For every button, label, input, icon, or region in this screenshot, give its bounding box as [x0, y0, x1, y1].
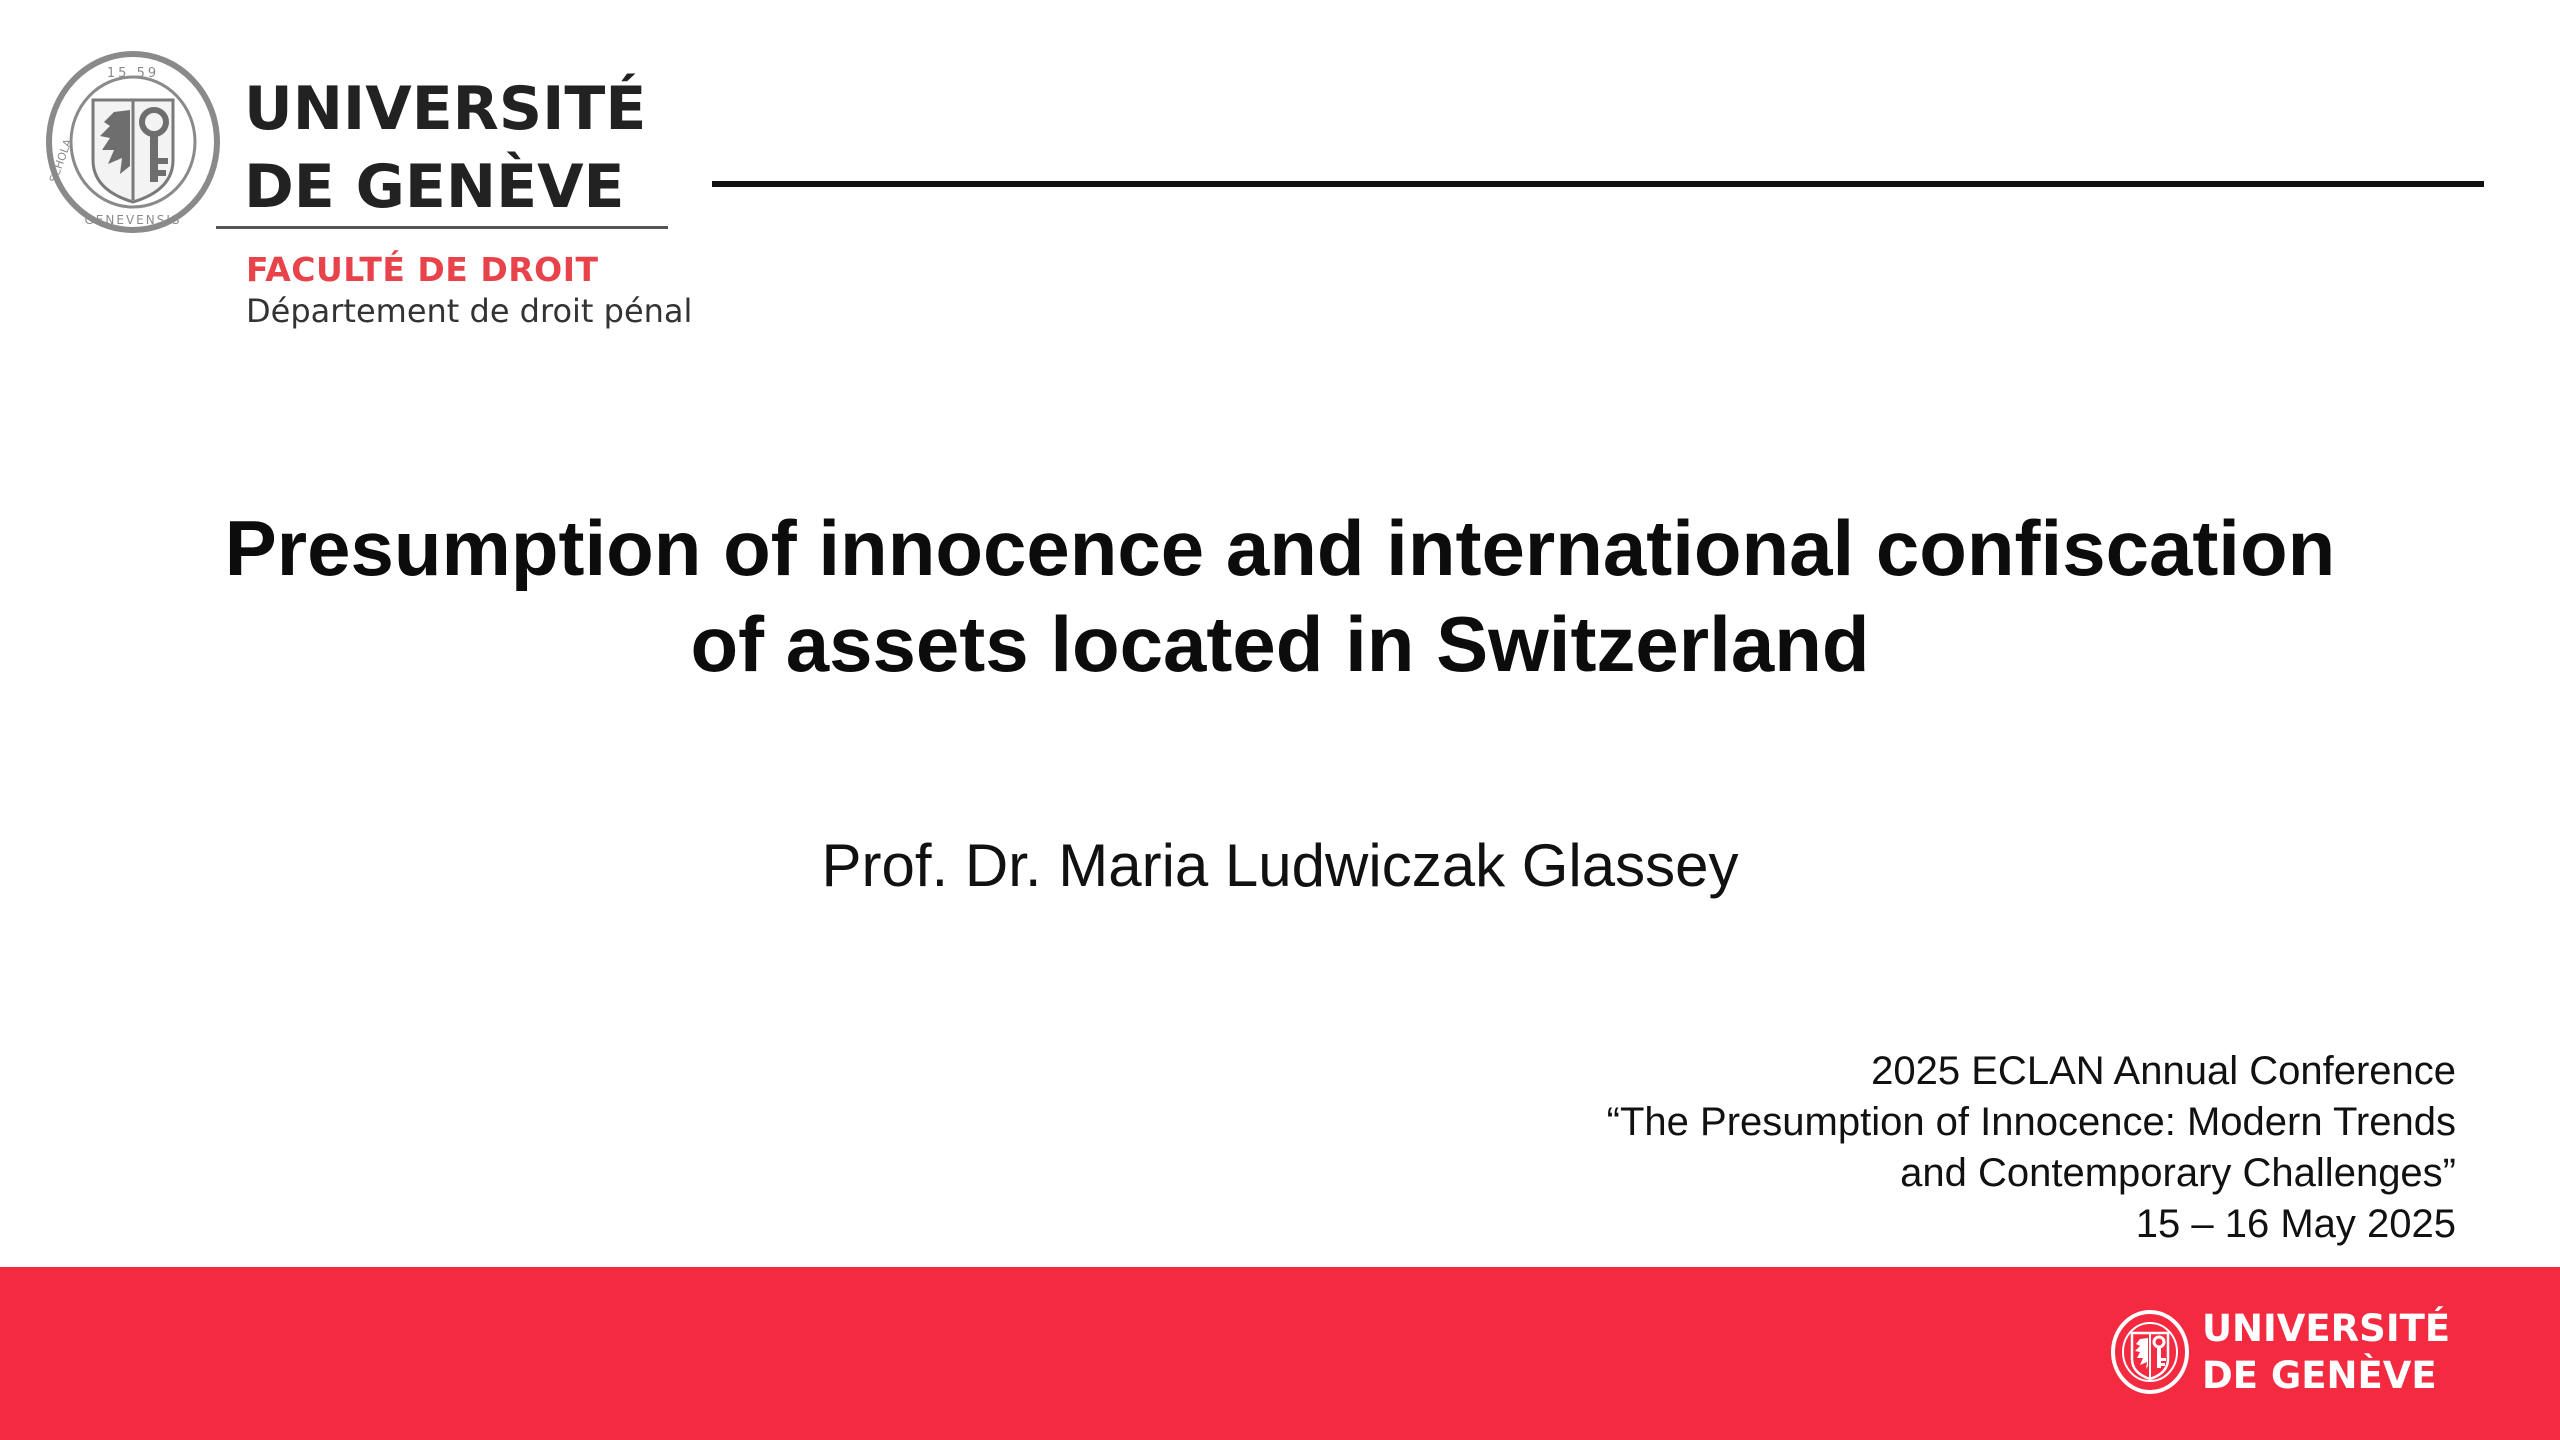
footer-university-name	[2202, 1305, 2450, 1399]
conference-name: 2025 ECLAN Annual Conference	[1871, 1049, 2456, 1093]
geneva-seal-icon	[44, 50, 222, 235]
conference-dates: 15 – 16 May 2025	[2135, 1202, 2456, 1246]
conference-theme-line2: and Contemporary Challenges”	[1900, 1151, 2456, 1195]
header-divider	[712, 181, 2484, 187]
university-logo	[44, 50, 693, 350]
faculty-name: FACULTÉ DE DROIT	[246, 250, 599, 289]
svg-text:GENEVENSIS: GENEVENSIS	[84, 213, 182, 227]
footer-university-name-line1: UNIVERSITÉ	[2202, 1307, 2451, 1350]
department-name: Département de droit pénal	[246, 292, 693, 330]
slide-title-line1: Presumption of innocence and international confiscation	[224, 504, 2336, 592]
footer-band	[0, 1267, 2560, 1440]
slide-title	[100, 500, 2460, 692]
slide-title-line2: of assets located in Switzerland	[690, 600, 1870, 688]
author-name: Prof. Dr. Maria Ludwiczak Glassey	[821, 832, 1739, 899]
geneva-seal-icon	[2110, 1309, 2190, 1395]
footer-university-logo	[2110, 1305, 2510, 1405]
university-name-line2: DE GENÈVE	[244, 152, 625, 222]
conference-info	[1256, 1046, 2456, 1250]
university-name-line1: UNIVERSITÉ	[244, 74, 647, 144]
logo-divider	[216, 226, 668, 229]
footer-university-name-line2: DE GENÈVE	[2202, 1354, 2437, 1397]
svg-text:15 59: 15 59	[106, 66, 160, 81]
conference-theme-line1: “The Presumption of Innocence: Modern Trends	[1606, 1100, 2456, 1144]
university-name	[244, 70, 646, 226]
svg-text:SCHOLA: SCHOLA	[46, 137, 75, 185]
